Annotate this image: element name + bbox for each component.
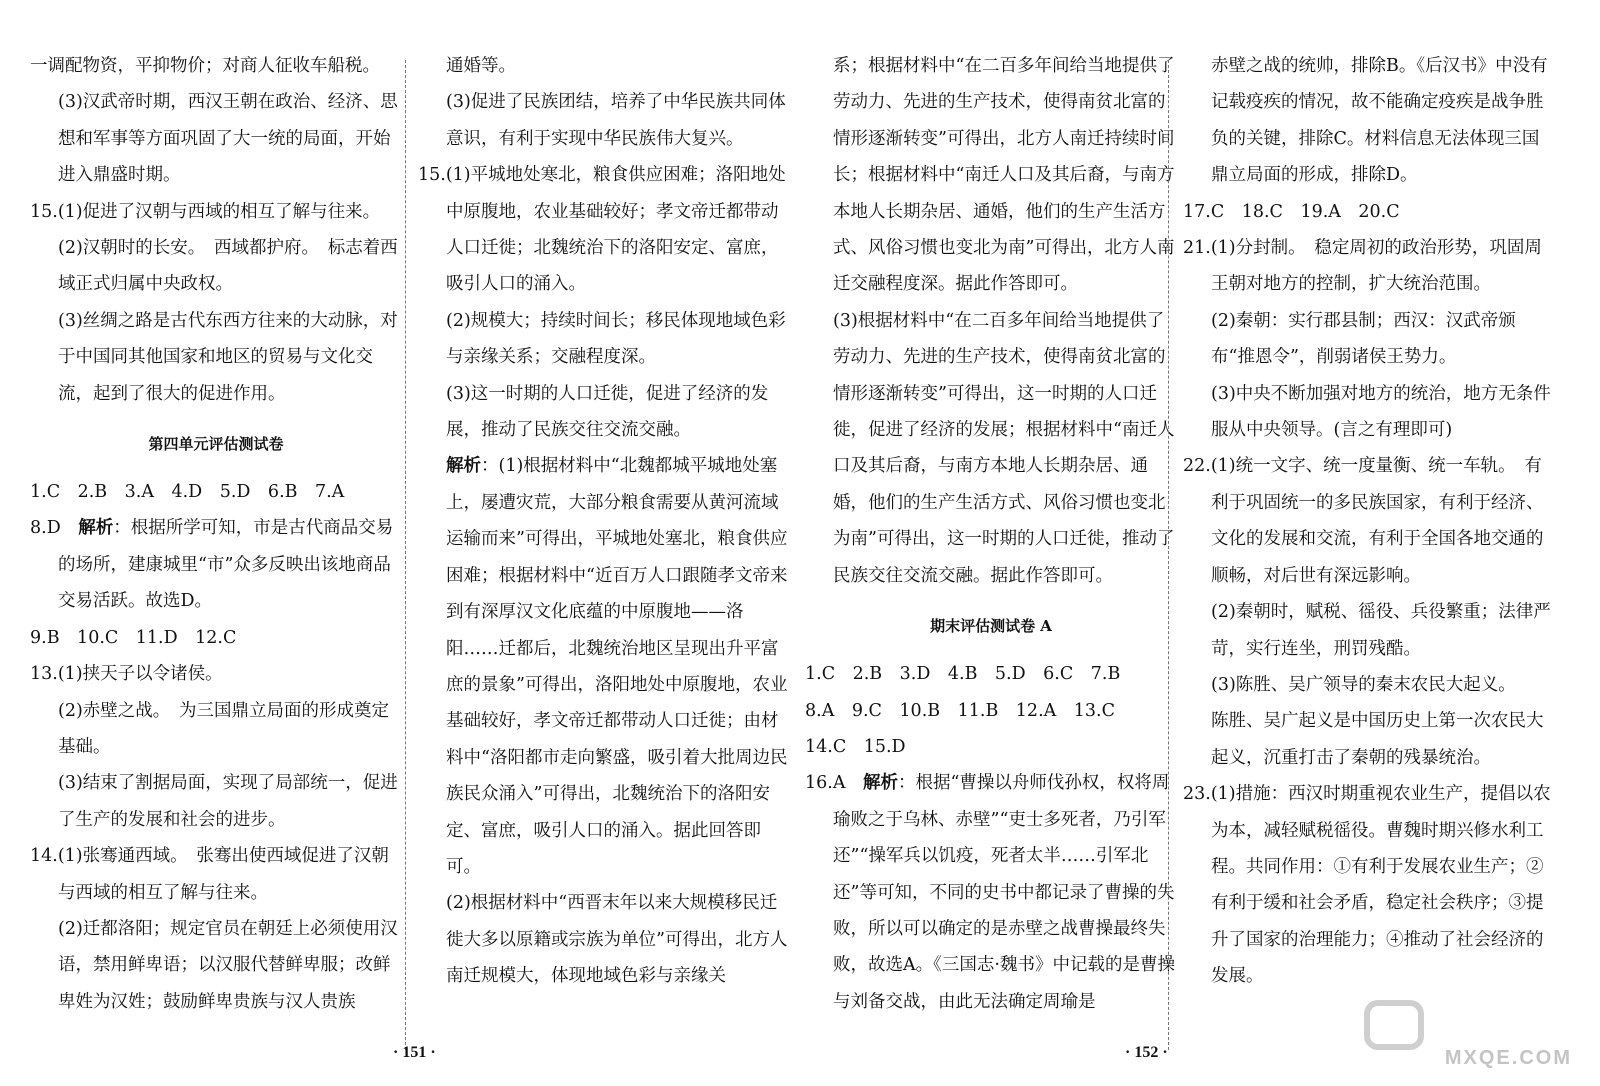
analysis-text: ：根据“曹操以舟师伐孙权，权将周瑜败之于乌林、赤壁”“吏士多死者，乃引军还”“操军兵以饥疫，死者太半……引军北还”等可知，不同的史书中都记录了曹操的失败，所以可以确定的是赤壁之战曹操最终失败，故选A。《三国志·魏书》中记载的是曹操与刘备交战，由此无法确定周瑜是: [833, 773, 1175, 1012]
text-line: 通婚等。: [446, 56, 516, 76]
answer-q22-2: (2)秦朝时，赋税、徭役、兵役繁重；法律严苛，实行连坐，刑罚残酷。: [1211, 602, 1551, 659]
answer-q8: [30, 510, 402, 619]
answer-q13-3: (3)结束了割据局面，实现了局部统一，促进了生产的发展和社会的进步。: [58, 773, 398, 830]
answer-paragraph: (3)汉武帝时期，西汉王朝在政治、经济、思想和军事等方面巩固了大一统的局面，开始进入鼎盛时期。: [58, 92, 398, 186]
answer-q21-3: (3)中央不断加强对地方的统治，地方无条件服从中央领导。(言之有理即可): [1211, 383, 1551, 441]
answer-q22-1: 22.(1)统一文字、统一度量衡、统一车轨。 有利于巩固统一的多民族国家，有利于经济、文化的发展和交流，有利于全国各地交通的顺畅，对后世有深远影响。: [1183, 456, 1544, 586]
answer-q15-3: (3)这一时期的人口迁徙，促进了经济的发展，推动了民族交往交流交融。: [446, 383, 769, 441]
answer-q15-2: (2)规模大；持续时间长；移民体现地域色彩与亲缘关系；交融程度深。: [446, 310, 786, 368]
answer-paragraph: (3)促进了民族团结，培养了中华民族共同体意识，有利于实现中华民族伟大复兴。: [446, 92, 786, 149]
column-divider: [405, 60, 406, 1050]
answer-q14-2: (2)迁都洛阳；规定官员在朝廷上必须使用汉语，禁用鲜卑语；以汉服代替鲜卑服；改鲜卑姓为汉姓；鼓励鲜卑贵族与汉人贵族: [58, 918, 398, 1012]
answer-q15-2: (2)汉朝时的长安。 西域都护府。 标志着西域正式归属中央政权。: [58, 238, 398, 295]
text-line: 一调配物资，平抑物价；对商人征收车船税。: [30, 56, 380, 76]
section-title-unit4: 第四单元评估测试卷: [148, 435, 284, 454]
analysis-label: 解析: [446, 456, 481, 477]
column-3: [805, 48, 1177, 1028]
column-2: [418, 48, 790, 1028]
analysis-label: 解析: [862, 773, 898, 794]
answer-q23-1: 23.(1)措施：西汉时期重视农业生产，提倡以农为本，减轻赋税徭役。曹魏时期兴修水利工程。共同作用：①有利于发展农业生产；②有利于缓和社会矛盾，稳定社会秩序；③提升了国家的治理能力；④推动了社会经济的发展。: [1183, 784, 1551, 987]
analysis-paragraph: 系；根据材料中“在二百多年间给当地提供了劳动力、先进的生产技术，使得南贫北富的情形逐渐转变”可得出，北方人南迁持续时间长；根据材料中“南迁人口及其后裔，与南方本地人长期杂居、通婚，他们的生产生活方式、风俗习惯也变北为南”可得出，北方人南迁交融程度深。据此作答即可。: [833, 56, 1175, 295]
analysis-paragraph-2: (2)根据材料中“西晋末年以来大规模移民迁徙大多以原籍或宗族为单位”可得出，北方人南迁规模大，体现地域色彩与亲缘关: [446, 893, 788, 987]
answer-q16: [805, 765, 1177, 1020]
analysis-text: ：根据所学可知，市是古代商品交易的场所，建康城里“市”众多反映出该地商品交易活跃。故选D。: [58, 518, 394, 612]
answer-q21-2: (2)秦朝：实行郡县制；西汉：汉武帝颁布“推恩令”，削弱诸侯王势力。: [1211, 310, 1516, 368]
analysis-label: 解析: [78, 518, 114, 539]
page-number-right: · 152 ·: [1125, 1044, 1168, 1061]
answer-line-1-7: 1.C 2.B 3.D 4.B 5.D 6.C 7.B: [805, 664, 1121, 685]
answer-line-14-15: 14.C 15.D: [805, 736, 906, 757]
answer-q22-3: (3)陈胜、吴广领导的秦末农民大起义。: [1211, 674, 1516, 695]
page-number-left: · 151 ·: [393, 1044, 436, 1061]
watermark-logo-icon: [1364, 1000, 1424, 1050]
answer-number: 8.D: [30, 518, 79, 539]
analysis-paragraph: [418, 448, 790, 885]
answer-q15-1: 15.(1)促进了汉朝与西域的相互了解与往来。: [30, 201, 381, 222]
column-4: [1183, 48, 1555, 1028]
answer-line-17-20: 17.C 18.C 19.A 20.C: [1183, 201, 1400, 222]
watermark: [1364, 1000, 1574, 1070]
answer-q22-4: 陈胜、吴广起义是中国历史上第一次农民大起义，沉重打击了秦朝的残暴统治。: [1211, 711, 1544, 768]
answer-q13-1: 13.(1)挟天子以令诸侯。: [30, 664, 223, 685]
analysis-paragraph-3: (3)根据材料中“在二百多年间给当地提供了劳动力、先进的生产技术，使得南贫北富的情形逐渐转变”可得出，这一时期的人口迁徙，促进了经济的发展；根据材料中“南迁人口及其后裔，与南方本地人长期杂居、通婚，他们的生产生活方式、风俗习惯也变北为南”可得出，这一时期的人口迁徙，推动了民族交往交流交融。据此作答即可。: [833, 310, 1175, 586]
answer-q15-3: (3)丝绸之路是古代东西方往来的大动脉，对于中国同其他国家和地区的贸易与文化交流，起到了很大的促进作用。: [58, 310, 398, 404]
section-title-final-a: 期末评估测试卷 A: [930, 617, 1052, 636]
watermark-text: MXQE.COM: [1444, 1047, 1572, 1069]
column-1: [30, 48, 402, 1028]
answer-q15-1: 15.(1)平城地处寒北，粮食供应困难；洛阳地处中原腹地，农业基础较好；孝文帝迁都带动人口迁徙；北魏统治下的洛阳安定、富庶，吸引人口的涌入。: [418, 165, 786, 295]
answer-q14-1: 14.(1)张骞通西域。 张骞出使西域促进了汉朝与西域的相互了解与往来。: [30, 846, 389, 903]
answer-line-9-12: 9.B 10.C 11.D 12.C: [30, 627, 237, 648]
answer-number: 16.A: [805, 773, 863, 794]
answer-q13-2: (2)赤壁之战。 为三国鼎立局面的形成奠定基础。: [58, 700, 390, 757]
answer-line-8-13: 8.A 9.C 10.B 11.B 12.A 13.C: [805, 700, 1115, 721]
analysis-text: ：(1)根据材料中“北魏都城平城地处塞上，屡遭灾荒，大部分粮食需要从黄河流域运输而来”可得出，平城地处塞北，粮食供应困难；根据材料中“近百万人口跟随孝文帝来到有深厚汉文化底蕴的中原腹地——洛阳……迁都后，北魏统治地区呈现出升平富庶的景象”可得出，洛阳地处中原腹地，农业基础较好，孝文帝迁都带动人口迁徙；由材料中“洛阳都市走向繁盛，吸引着大批周边民族民众涌入”可得出，北魏统治下的洛阳安定、富庶，吸引人口的涌入。据此回答即可。: [446, 456, 788, 877]
answer-line-1-7: 1.C 2.B 3.A 4.D 5.D 6.B 7.A: [30, 482, 345, 503]
answer-q21-1: 21.(1)分封制。 稳定周初的政治形势，巩固周王朝对地方的控制，扩大统治范围。: [1183, 238, 1542, 295]
analysis-paragraph: 赤壁之战的统帅，排除B。《后汉书》中没有记载疫疾的情况，故不能确定疫疾是战争胜负的关键，排除C。材料信息无法体现三国鼎立局面的形成，排除D。: [1211, 56, 1548, 186]
column-divider: [1168, 60, 1169, 1050]
